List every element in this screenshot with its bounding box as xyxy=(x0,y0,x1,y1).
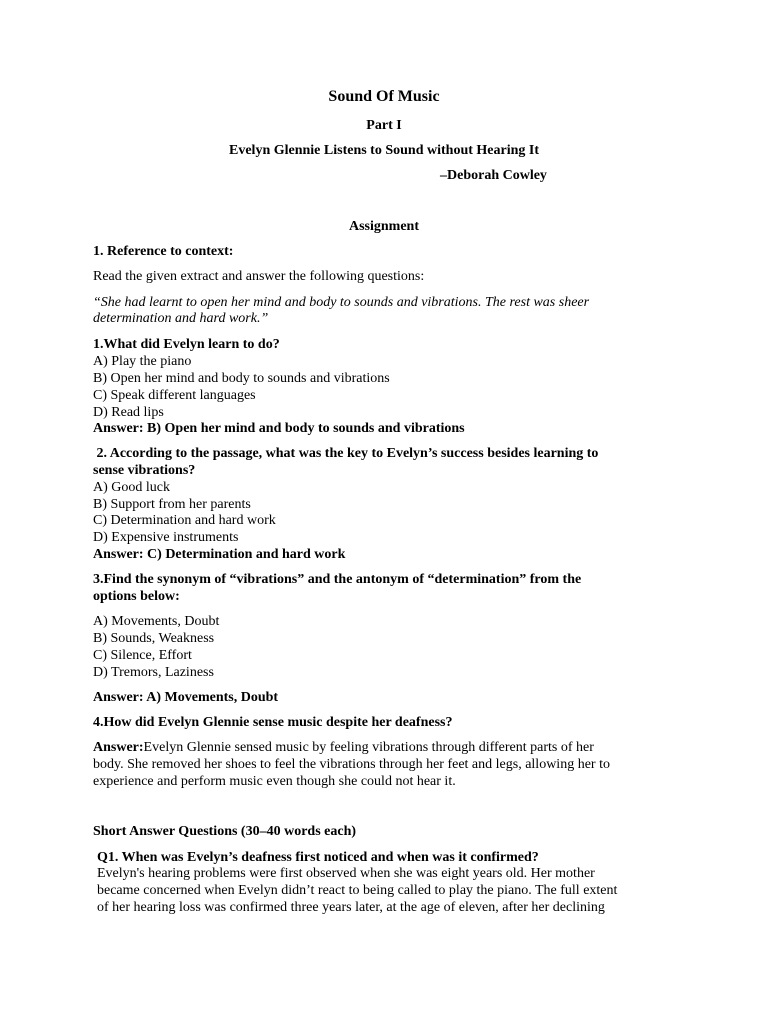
answer-paragraph-line xyxy=(93,740,594,756)
answer-text: Answer: C) Determination and hard work xyxy=(93,547,346,562)
option-item: A) Movements, Doubt xyxy=(93,614,220,629)
short-answer-line: of her hearing loss was confirmed three years later, at the age of eleven, after her declining xyxy=(97,900,605,915)
answer-label: Answer: xyxy=(93,740,144,755)
short-answer-heading: Short Answer Questions (30–40 words each) xyxy=(93,824,357,839)
question-text: 4.How did Evelyn Glennie sense music despite her deafness? xyxy=(93,715,453,730)
option-item: B) Support from her parents xyxy=(93,497,251,512)
question-text: 1.What did Evelyn learn to do? xyxy=(93,337,280,352)
short-answer-line: Evelyn's hearing problems were first observed when she was eight years old. Her mother xyxy=(97,866,595,881)
section-heading: 1. Reference to context: xyxy=(93,244,234,259)
page-title: Sound Of Music xyxy=(328,88,440,105)
option-item: C) Silence, Effort xyxy=(93,648,192,663)
author-name: –Deborah Cowley xyxy=(440,168,547,183)
extract-line: “She had learnt to open her mind and body to sounds and vibrations. The rest was sheer xyxy=(93,295,590,310)
option-item: D) Tremors, Laziness xyxy=(93,665,214,680)
option-item: B) Open her mind and body to sounds and vibrations xyxy=(93,371,390,386)
answer-line-text: Evelyn Glennie sensed music by feeling vibrations through different parts of her xyxy=(143,740,594,755)
option-item: C) Speak different languages xyxy=(93,388,256,403)
option-item: A) Good luck xyxy=(93,480,170,495)
story-subtitle: Evelyn Glennie Listens to Sound without Hearing It xyxy=(229,143,539,158)
question-text: options below: xyxy=(93,589,180,604)
option-item: C) Determination and hard work xyxy=(93,513,276,528)
short-answer-line: became concerned when Evelyn didn’t react to being called to play the piano. The full extent xyxy=(97,883,618,898)
answer-text: Answer: A) Movements, Doubt xyxy=(93,690,279,705)
instruction-text: Read the given extract and answer the following questions: xyxy=(93,269,425,284)
answer-paragraph-line: body. She removed her shoes to feel the vibrations through her feet and legs, allowing her to xyxy=(93,757,610,772)
question-text: 3.Find the synonym of “vibrations” and the antonym of “determination” from the xyxy=(93,572,582,587)
assignment-heading: Assignment xyxy=(348,219,419,234)
answer-text: Answer: B) Open her mind and body to sounds and vibrations xyxy=(93,421,465,436)
option-item: A) Play the piano xyxy=(93,354,192,369)
option-item: B) Sounds, Weakness xyxy=(93,631,215,646)
answer-paragraph-line: experience and perform music even though she could not hear it. xyxy=(93,774,456,789)
question-text: 2. According to the passage, what was the key to Evelyn’s success besides learning to xyxy=(93,446,599,461)
short-question-text: Q1. When was Evelyn’s deafness first noticed and when was it confirmed? xyxy=(97,850,539,865)
part-label: Part I xyxy=(366,118,402,133)
question-text: sense vibrations? xyxy=(93,463,196,478)
extract-line: determination and hard work.” xyxy=(93,311,269,326)
option-item: D) Expensive instruments xyxy=(93,530,239,545)
option-item: D) Read lips xyxy=(93,405,164,420)
